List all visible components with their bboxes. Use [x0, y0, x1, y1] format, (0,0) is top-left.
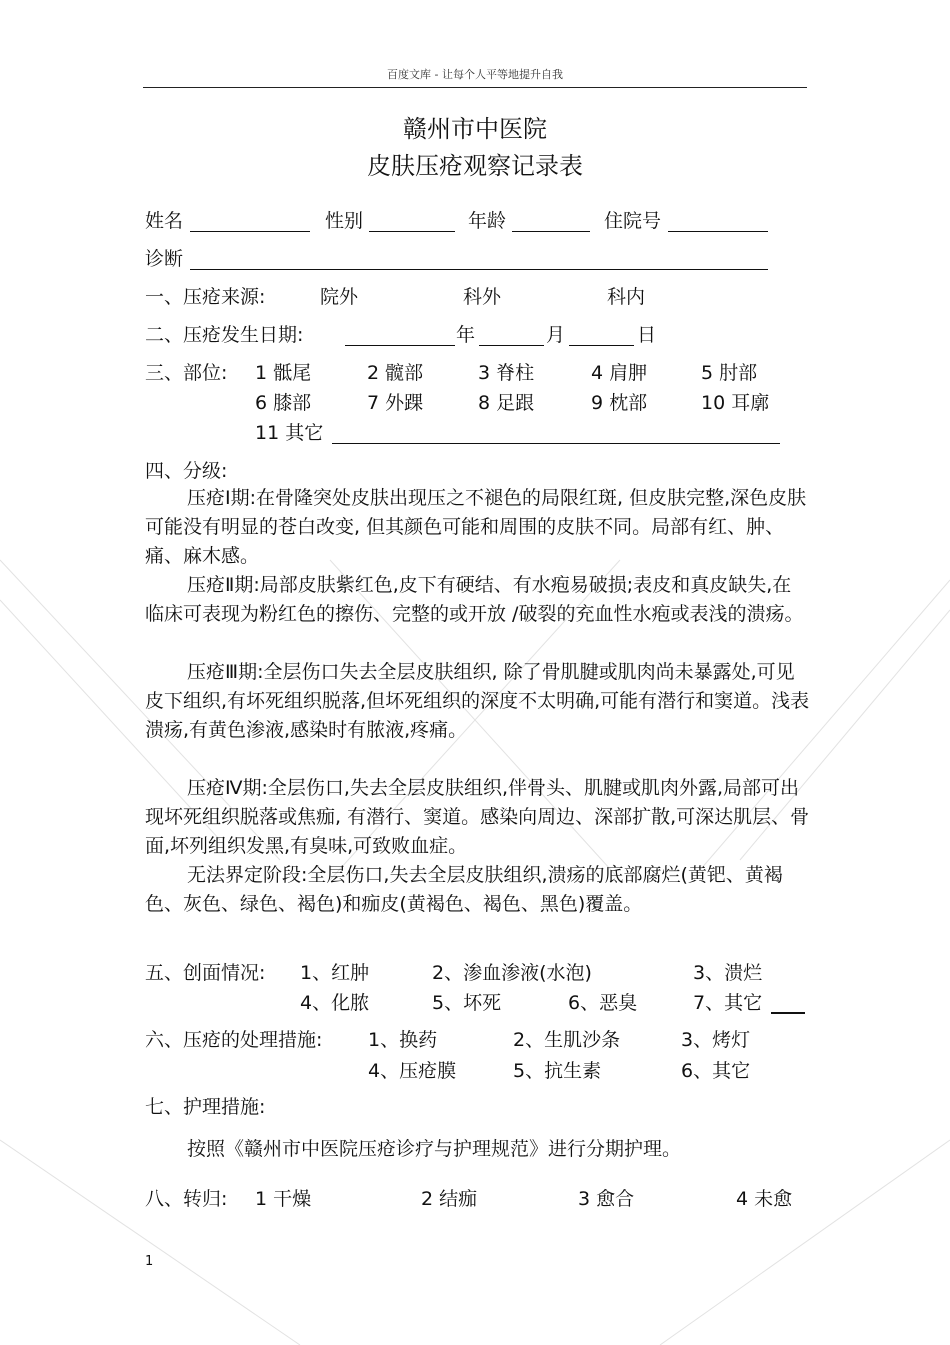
outcome-label: 八、转归:	[145, 1188, 228, 1210]
name-label: 姓名	[145, 210, 184, 232]
location-option[interactable]: 3 脊柱	[478, 362, 535, 384]
form-title: 皮肤压疮观察记录表	[367, 152, 583, 180]
age-field[interactable]	[512, 231, 590, 232]
location-other-field[interactable]	[332, 443, 780, 444]
wound-option-other[interactable]: 7、其它	[693, 992, 763, 1014]
stage-1-description	[145, 484, 810, 571]
treatment-option[interactable]: 4、压疮膜	[368, 1060, 457, 1082]
source-option-outside-hospital[interactable]: 院外	[320, 286, 359, 308]
location-option[interactable]: 1 骶尾	[255, 362, 312, 384]
source-option-in-dept[interactable]: 科内	[607, 286, 646, 308]
treatment-option[interactable]: 2、生肌沙条	[513, 1029, 621, 1051]
stage-2-description	[145, 571, 810, 629]
stage-2-text: 压疮Ⅱ期:局部皮肤紫红色,皮下有硬结、有水疱易破损;表皮和真皮缺失,在临床可表现为粉红色的擦伤、完整的或开放 /破裂的充血性水疱或表浅的溃疡。	[145, 574, 804, 625]
gender-field[interactable]	[369, 231, 455, 232]
treatment-option[interactable]: 6、其它	[681, 1060, 751, 1082]
wound-option[interactable]: 1、红肿	[300, 962, 370, 984]
location-option[interactable]: 9 枕部	[591, 392, 648, 414]
date-label: 二、压疮发生日期:	[145, 324, 304, 346]
inpatient-no-label: 住院号	[604, 210, 662, 232]
treatment-label: 六、压疮的处理措施:	[145, 1029, 323, 1051]
day-field[interactable]	[569, 345, 634, 346]
stage-3-description	[145, 658, 810, 745]
source-option-other-dept[interactable]: 科外	[463, 286, 502, 308]
month-label: 月	[546, 324, 566, 346]
outcome-option[interactable]: 2 结痂	[421, 1188, 478, 1210]
diagnosis-field[interactable]	[190, 269, 768, 270]
location-option[interactable]: 4 肩胛	[591, 362, 648, 384]
stage-3-text: 压疮Ⅲ期:全层伤口失去全层皮肤组织, 除了骨肌腱或肌肉尚未暴露处,可见皮下组织,有坏死组织脱落,但坏死组织的深度不太明确,可能有潜行和窦道。浅表溃疡,有黄色渗液,感染时有脓液,疼痛。	[145, 661, 810, 741]
wound-option[interactable]: 6、恶臭	[568, 992, 638, 1014]
month-field[interactable]	[479, 345, 544, 346]
nursing-text: 按照《赣州市中医院压疮诊疗与护理规范》进行分期护理。	[187, 1138, 682, 1160]
location-option[interactable]: 2 髋部	[367, 362, 424, 384]
year-label: 年	[456, 324, 476, 346]
grading-label: 四、分级:	[145, 460, 228, 482]
header-divider	[143, 87, 807, 88]
diagnosis-label: 诊断	[145, 248, 184, 270]
wound-option[interactable]: 3、溃烂	[693, 962, 763, 984]
outcome-option[interactable]: 4 未愈	[736, 1188, 793, 1210]
location-option[interactable]: 8 足跟	[478, 392, 535, 414]
treatment-option[interactable]: 3、烤灯	[681, 1029, 751, 1051]
treatment-option[interactable]: 1、换药	[368, 1029, 438, 1051]
page-header: 百度文库 - 让每个人平等地提升自我	[387, 68, 563, 81]
treatment-option[interactable]: 5、抗生素	[513, 1060, 602, 1082]
hospital-name: 赣州市中医院	[403, 115, 547, 143]
outcome-option[interactable]: 3 愈合	[578, 1188, 635, 1210]
gender-label: 性别	[325, 210, 364, 232]
year-field[interactable]	[345, 345, 455, 346]
wound-option[interactable]: 2、渗血渗液(水泡)	[432, 962, 592, 984]
location-option[interactable]: 5 肘部	[701, 362, 758, 384]
stage-4-description	[145, 774, 810, 861]
location-option[interactable]: 10 耳廓	[701, 392, 770, 414]
outcome-option[interactable]: 1 干燥	[255, 1188, 312, 1210]
location-option[interactable]: 6 膝部	[255, 392, 312, 414]
inpatient-no-field[interactable]	[668, 231, 768, 232]
wound-option[interactable]: 5、坏死	[432, 992, 502, 1014]
unstageable-text: 无法界定阶段:全层伤口,失去全层皮肤组织,溃疡的底部腐烂(黄钯、黄褐色、灰色、绿色、褐色)和痂皮(黄褐色、褐色、黑色)覆盖。	[145, 864, 783, 915]
day-label: 日	[637, 324, 657, 346]
page-number: 1	[145, 1254, 154, 1269]
nursing-label: 七、护理措施:	[145, 1096, 266, 1118]
name-field[interactable]	[190, 231, 310, 232]
location-label: 三、部位:	[145, 362, 228, 384]
location-option[interactable]: 7 外踝	[367, 392, 424, 414]
source-label: 一、压疮来源:	[145, 286, 266, 308]
wound-option[interactable]: 4、化脓	[300, 992, 370, 1014]
wound-other-field[interactable]	[771, 1012, 805, 1014]
stage-4-text: 压疮Ⅳ期:全层伤口,失去全层皮肤组织,伴骨头、肌腱或肌肉外露,局部可出现坏死组织脱落或焦痂, 有潜行、窦道。感染向周边、深部扩散,可深达肌层、骨面,坏列组织发黑,有臭味,可致败血症。	[145, 777, 810, 857]
location-option-other[interactable]: 11 其它	[255, 422, 324, 444]
wound-label: 五、创面情况:	[145, 962, 266, 984]
unstageable-description	[145, 861, 810, 919]
stage-1-text: 压疮Ⅰ期:在骨隆突处皮肤出现压之不褪色的局限红斑, 但皮肤完整,深色皮肤可能没有明显的苍白改变, 但其颜色可能和周围的皮肤不同。局部有红、肿、痛、麻木感。	[145, 487, 807, 567]
age-label: 年龄	[468, 210, 507, 232]
